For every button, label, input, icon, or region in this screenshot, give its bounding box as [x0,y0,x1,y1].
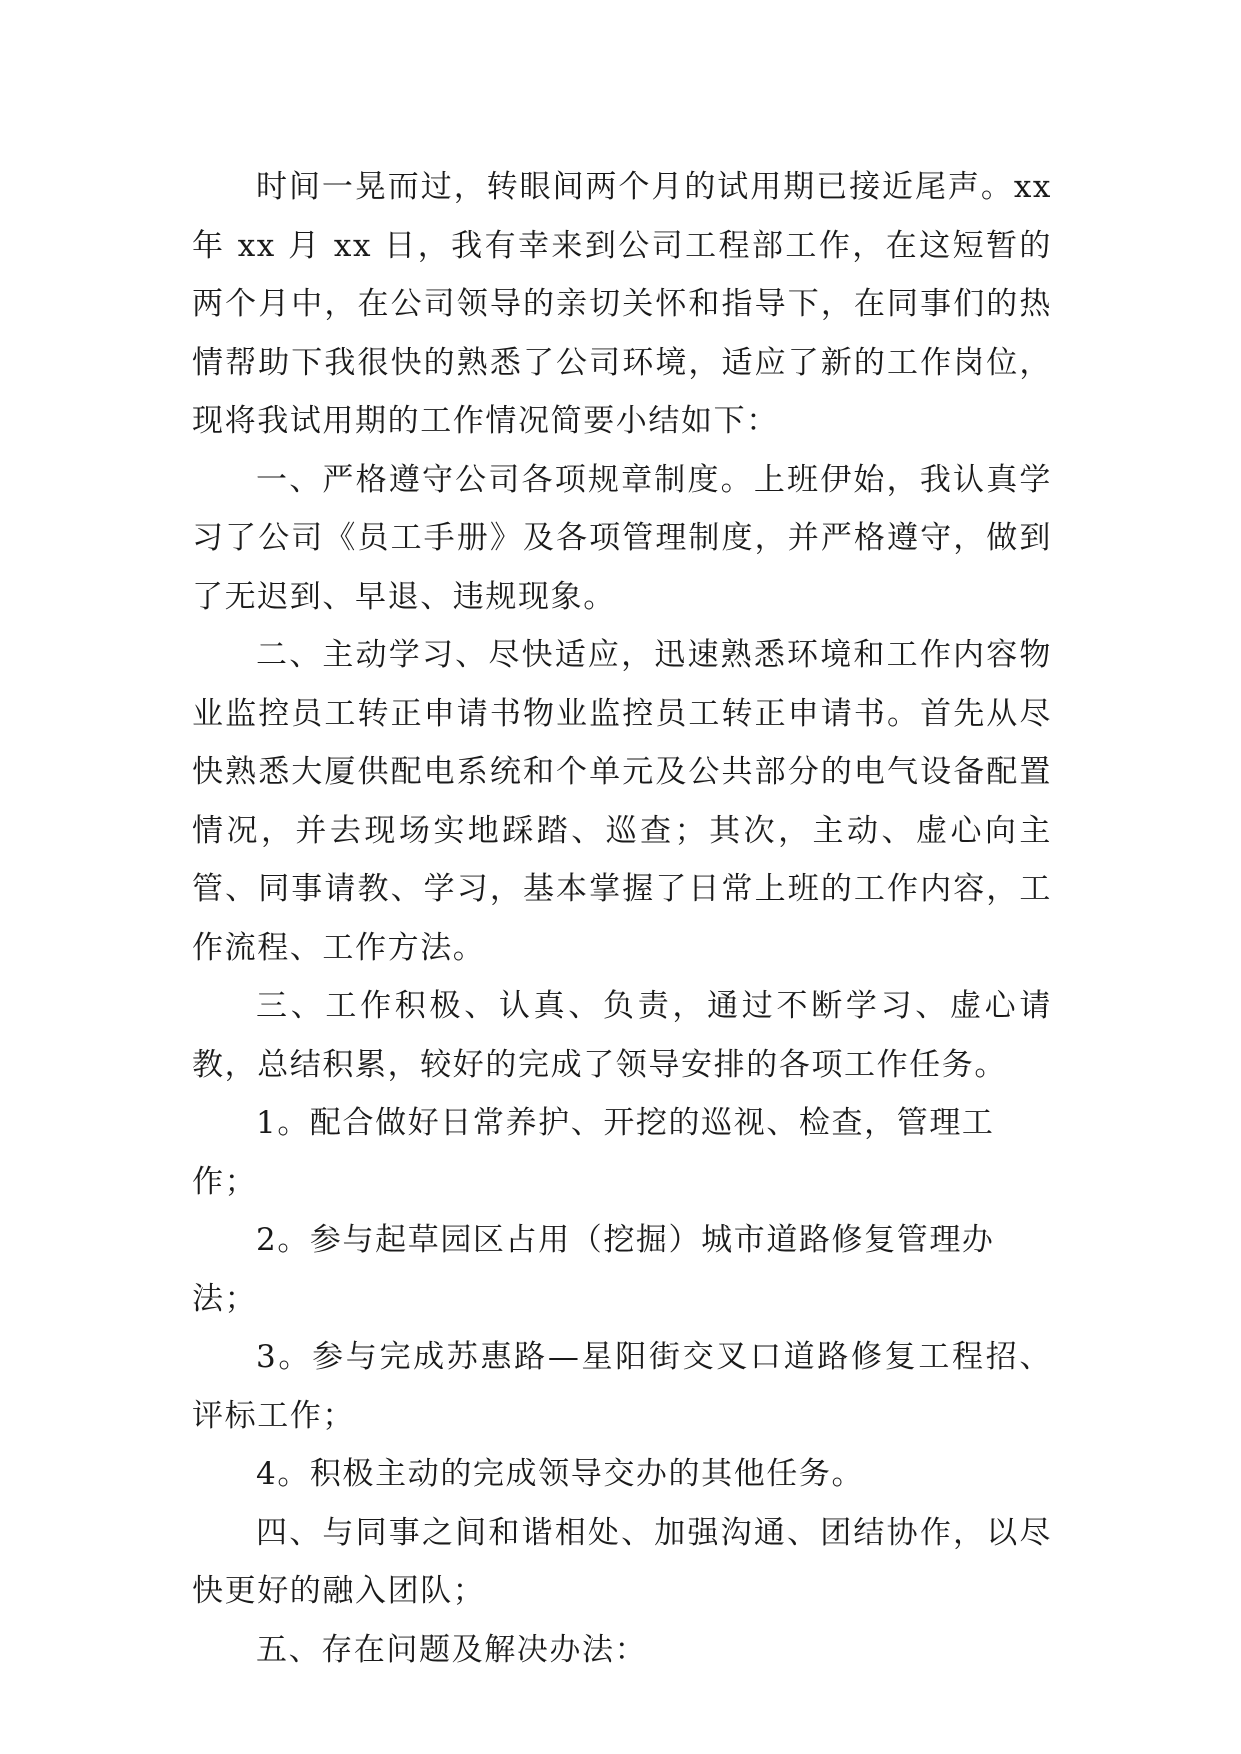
document-page [192,158,1052,1679]
paragraph-point-4: 四、与同事之间和谐相处、加强沟通、团结协作，以尽快更好的融入团队； [192,1514,1052,1609]
paragraph-point-3: 三、工作积极、认真、负责，通过不断学习、虚心请教，总结积累，较好的完成了领导安排的各项工作任务。 [192,988,1052,1083]
paragraph-intro: 时间一晃而过，转眼间两个月的试用期已接近尾声。xx年 xx 月 xx 日，我有幸来到公司工程部工作，在这短暂的两个月中，在公司领导的亲切关怀和指导下，在同事们的热情帮助下我很快的熟悉了公司环境，适应了新的工作岗位，现将我试用期的工作情况简要小结如下： [192,169,1052,439]
paragraph-point-2: 二、主动学习、尽快适应，迅速熟悉环境和工作内容物业监控员工转正申请书物业监控员工转正申请书。首先从尽快熟悉大厦供配电系统和个单元及公共部分的电气设备配置情况，并去现场实地踩踏、巡查；其次，主动、虚心向主管、同事请教、学习，基本掌握了日常上班的工作内容，工作流程、工作方法。 [192,637,1052,966]
list-item-2: 2。参与起草园区占用（挖掘）城市道路修复管理办法； [192,1222,995,1317]
list-item-4: 4。积极主动的完成领导交办的其他任务。 [256,1456,865,1492]
paragraph-point-1: 一、严格遵守公司各项规章制度。上班伊始，我认真学习了公司《员工手册》及各项管理制度，并严格遵守，做到了无迟到、早退、违规现象。 [192,461,1052,615]
list-item-1: 1。配合做好日常养护、开挖的巡视、检查，管理工作； [192,1105,995,1200]
list-item-3: 3。参与完成苏惠路—星阳街交叉口道路修复工程招、评标工作； [192,1339,1052,1434]
paragraph-point-5: 五、存在问题及解决办法： [256,1631,648,1668]
